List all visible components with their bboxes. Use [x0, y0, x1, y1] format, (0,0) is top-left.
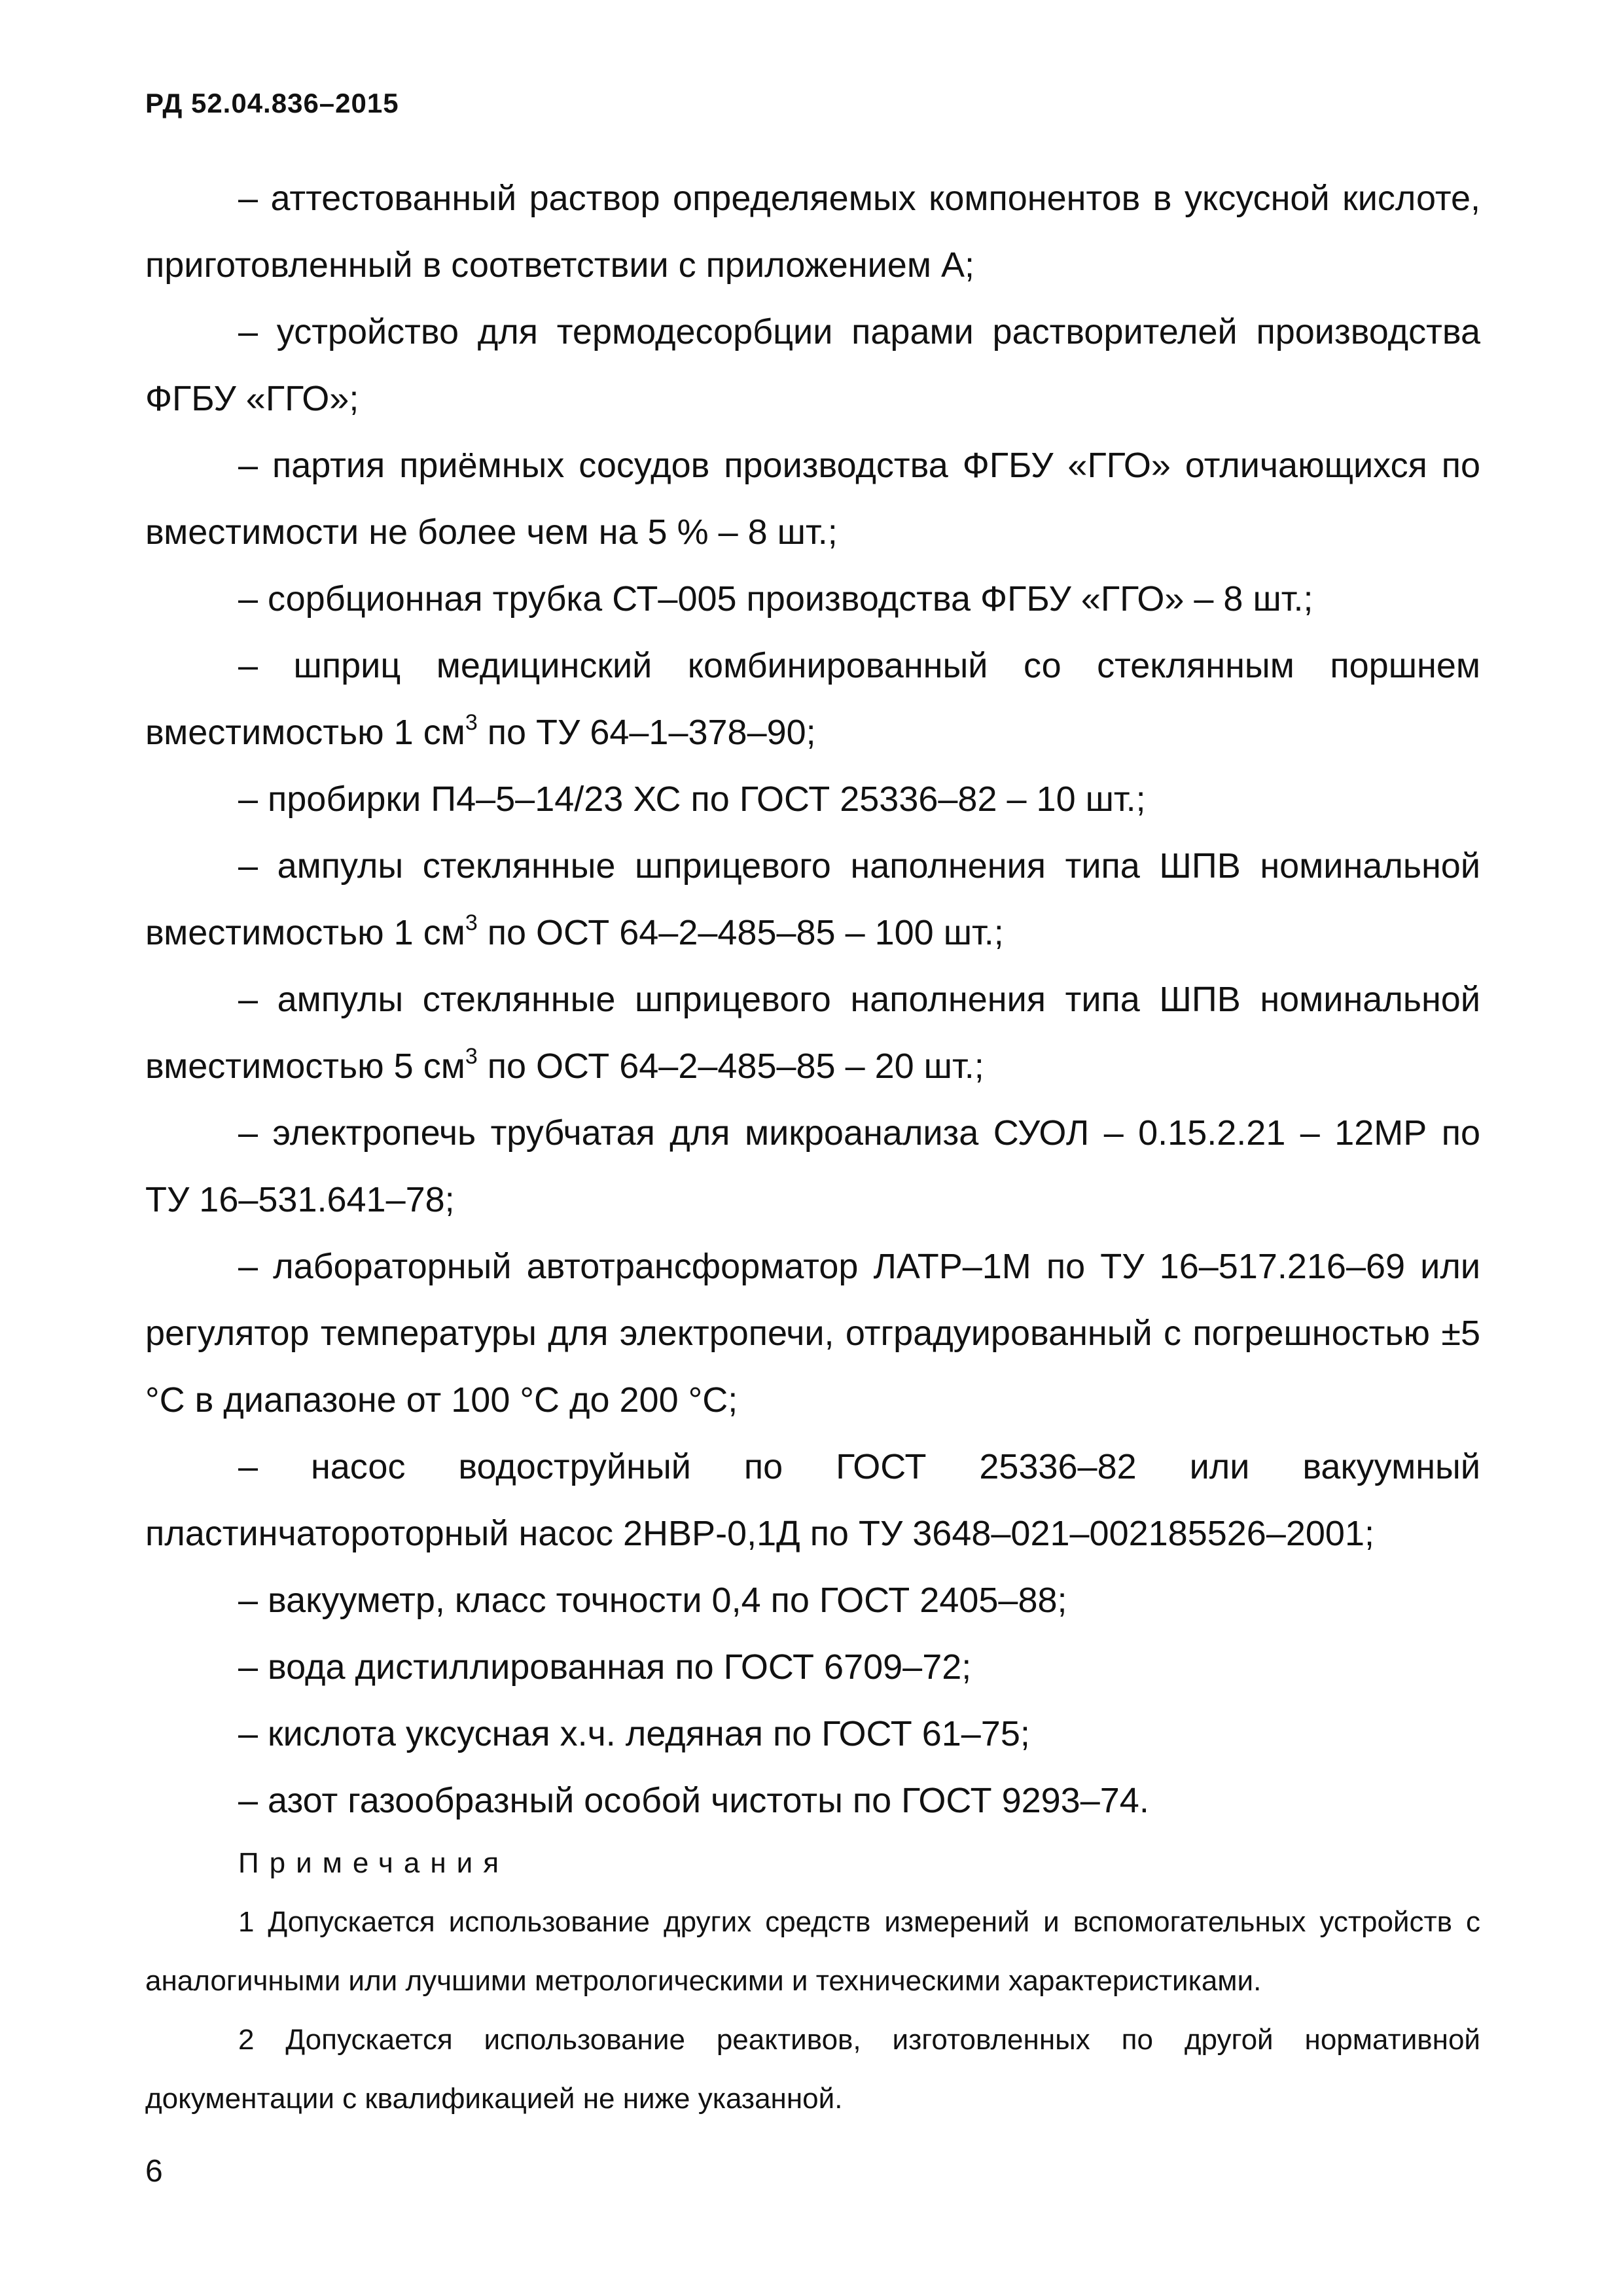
list-item: – устройство для термодесорбции парами растворителей производства ФГБУ «ГГО»; [145, 312, 1480, 418]
list-item: – вода дистиллированная по ГОСТ 6709–72; [238, 1647, 972, 1687]
document-header: РД 52.04.836–2015 [145, 88, 399, 118]
item-text: по ОСТ 64–2–485–85 – 20 шт.; [477, 1047, 984, 1086]
superscript: 3 [465, 910, 478, 935]
item-text: – ампулы стеклянные шприцевого наполнения типа ШПВ номинальной вместимостью 5 см [145, 980, 1480, 1086]
item-text: по ОСТ 64–2–485–85 – 100 шт.; [477, 913, 1004, 952]
note-item: 2 Допускается использование реактивов, изготовленных по другой нормативной документации с квалификацией не ниже указанной. [145, 2024, 1480, 2115]
list-item: – пробирки П4–5–14/23 ХС по ГОСТ 25336–82 – 10 шт.; [238, 780, 1146, 819]
list-item [145, 966, 1480, 1100]
list-item: – вакууметр, класс точности 0,4 по ГОСТ 2405–88; [238, 1581, 1067, 1620]
list-item: – партия приёмных сосудов производства ФГБУ «ГГО» отличающихся по вместимости не более чем на 5 % – 8 шт.; [145, 446, 1480, 552]
list-item: – сорбционная трубка СТ–005 производства ФГБУ «ГГО» – 8 шт.; [238, 579, 1313, 619]
notes-title: Примечания [238, 1847, 510, 1879]
document-body [145, 165, 1480, 2128]
list-item: – кислота уксусная х.ч. ледяная по ГОСТ 61–75; [238, 1714, 1030, 1753]
list-item: – аттестованный раствор определяемых компонентов в уксусной кислоте, приготовленный в соответствии с приложением А; [145, 179, 1480, 285]
list-item: – насос водоструйный по ГОСТ 25336–82 или вакуумный пластинчатороторный насос 2НВР-0,1Д по ТУ 3648–021–002185526–2001; [145, 1447, 1480, 1553]
list-item [145, 632, 1480, 766]
superscript: 3 [465, 1044, 478, 1069]
item-text: – шприц медицинский комбинированный со стеклянным поршнем вместимостью 1 см [145, 646, 1480, 752]
item-text: по ТУ 64–1–378–90; [477, 713, 816, 752]
list-item [145, 833, 1480, 966]
list-item: – азот газообразный особой чистоты по ГОСТ 9293–74. [238, 1781, 1149, 1820]
page-number: 6 [145, 2154, 163, 2189]
list-item: – лабораторный автотрансформатор ЛАТР–1М по ТУ 16–517.216–69 или регулятор температуры для электропечи, отградуированный с погрешностью ±5 °С в диапазоне от 100 °С до 200 °С; [145, 1247, 1480, 1420]
item-text: – ампулы стеклянные шприцевого наполнения типа ШПВ номинальной вместимостью 1 см [145, 846, 1480, 952]
superscript: 3 [465, 710, 478, 735]
list-item: – электропечь трубчатая для микроанализа СУОЛ – 0.15.2.21 – 12МР по ТУ 16–531.641–78; [145, 1113, 1480, 1219]
note-item: 1 Допускается использование других средств измерений и вспомогательных устройств с аналогичными или лучшими метрологическими и техническими характеристиками. [145, 1906, 1480, 1997]
